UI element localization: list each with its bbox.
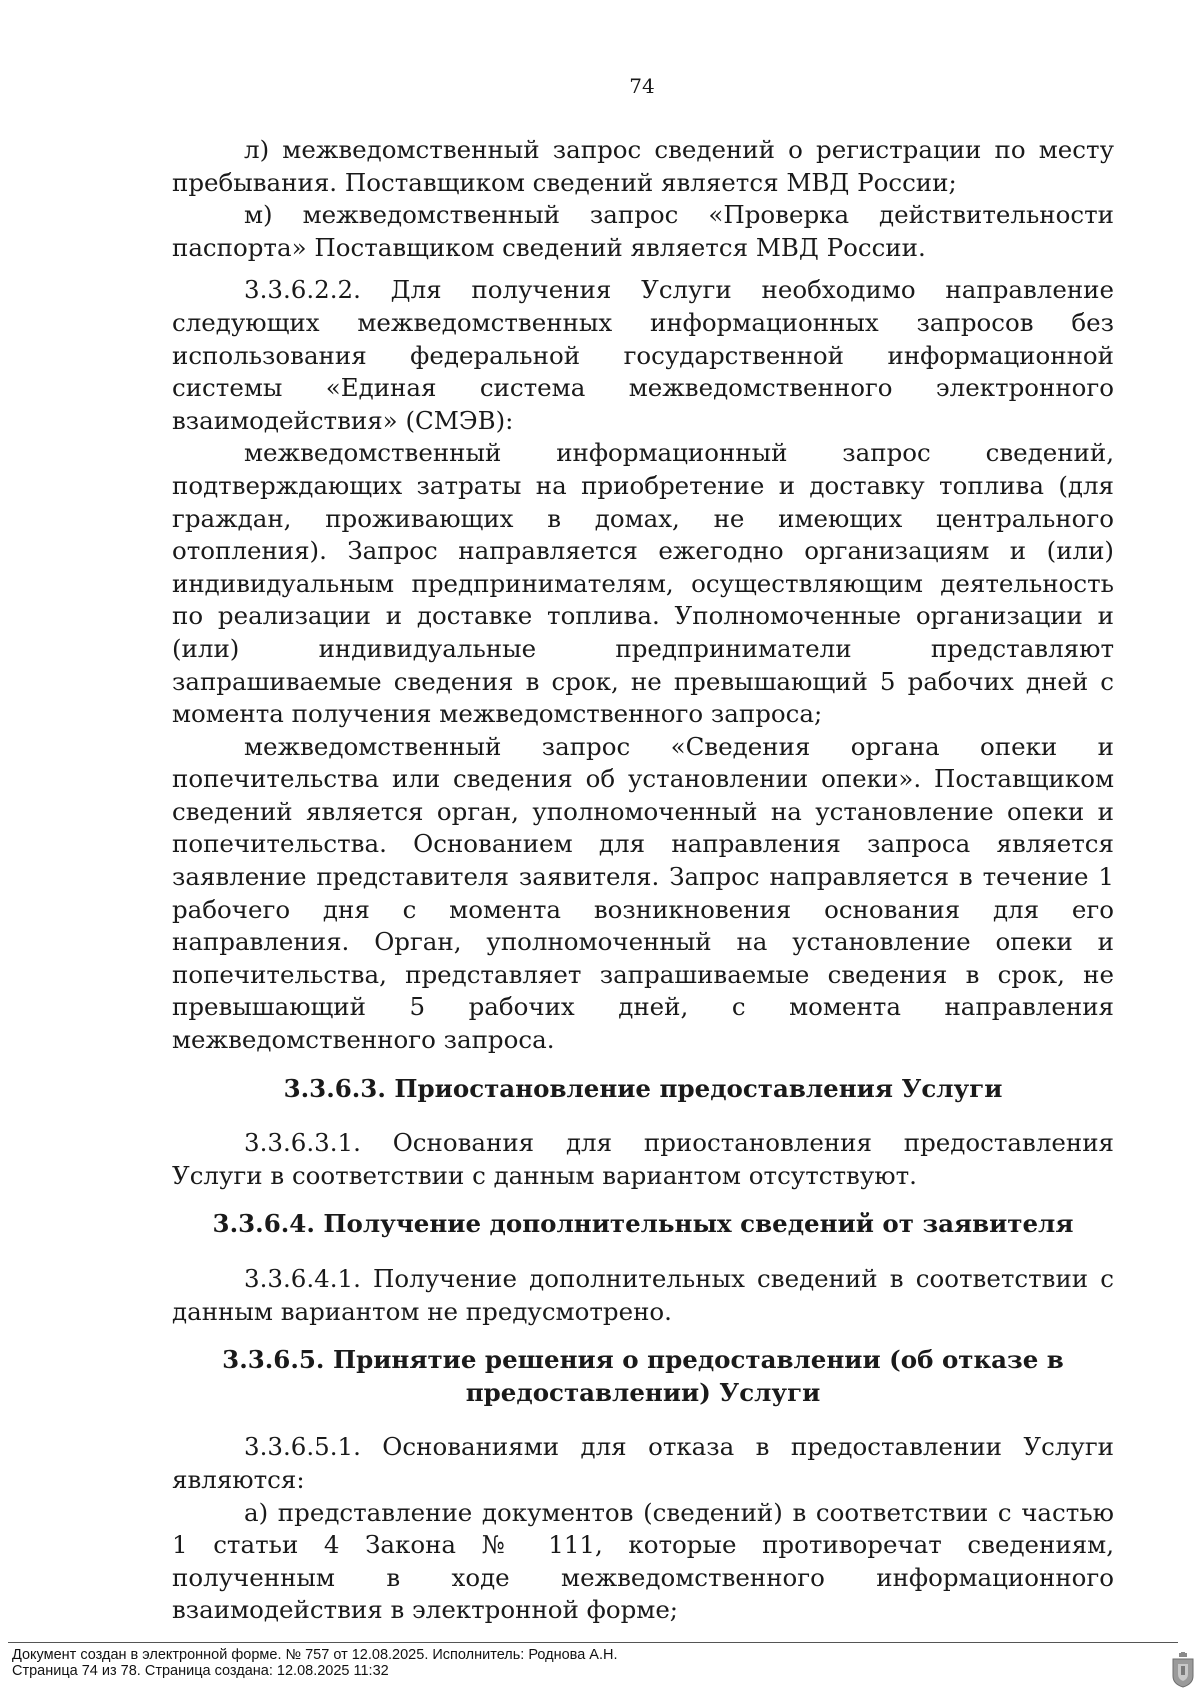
paragraph-fuel-request: межведомственный информационный запрос сведений, подтверждающих затраты на приобретение и доставку топлива (для граждан, проживающих в домах, не имеющих центрального отопления). Запрос направляется ежегодно организациям и (или) индивидуальным предпринимателям, осуществляющим деятельность по реализации и доставке топлива. Уполномоченные организации и (или) индивидуальные предприниматели представляют запрашиваемые сведения в срок, не превышающий 5 рабочих дней с момента получения межведомственного запроса;	[172, 438, 1114, 729]
paragraph-l: л) межведомственный запрос сведений о регистрации по месту пребывания. Поставщиком сведений является МВД России;	[172, 135, 1114, 197]
page-number: 74	[629, 74, 655, 98]
paragraph-3-3-6-2-2: 3.3.6.2.2. Для получения Услуги необходимо направление следующих межведомственных информационных запросов без использования федеральной государственной информационной системы «Единая система межведомственного электронного взаимодействия» (СМЭВ):	[172, 275, 1114, 435]
section-heading-3-3-6-5-line2: предоставлении) Услуги	[465, 1377, 821, 1407]
coat-of-arms-icon	[1170, 1652, 1196, 1688]
paragraph-m: м) межведомственный запрос «Проверка действительности паспорта» Поставщиком сведений является МВД России.	[172, 200, 1114, 262]
paragraph-3-3-6-5-1: 3.3.6.5.1. Основаниями для отказа в предоставлении Услуги являются:	[172, 1432, 1114, 1494]
section-heading-3-3-6-5	[172, 1344, 1114, 1409]
footer-divider	[8, 1642, 1178, 1643]
document-footer	[12, 1647, 618, 1679]
paragraph-3-3-6-3-1: 3.3.6.3.1. Основания для приостановления предоставления Услуги в соответствии с данным вариантом отсутствуют.	[172, 1128, 1114, 1190]
section-heading-3-3-6-3: 3.3.6.3. Приостановление предоставления Услуги	[283, 1073, 1003, 1103]
footer-line-2: Страница 74 из 78. Страница создана: 12.08.2025 11:32	[12, 1663, 389, 1679]
section-heading-3-3-6-5-line1: 3.3.6.5. Принятие решения о предоставлении (об отказе в	[222, 1345, 1064, 1375]
paragraph-guardianship-request: межведомственный запрос «Сведения органа опеки и попечительства или сведения об установлении опеки». Поставщиком сведений является орган, уполномоченный на установление опеки и попечительства. Основанием для направления запроса является заявление представителя заявителя. Запрос направляется в течение 1 рабочего дня с момента возникновения основания для его направления. Орган, уполномоченный на установление опеки и попечительства, представляет запрашиваемые сведения в срок, не превышающий 5 рабочих дней, с момента направления межведомственного запроса.	[172, 731, 1114, 1055]
footer-line-1: Документ создан в электронной форме. № 757 от 12.08.2025. Исполнитель: Роднова А.Н.	[12, 1647, 618, 1663]
paragraph-a: а) представление документов (сведений) в соответствии с частью 1 статьи 4 Закона № 111, которые противоречат сведениям, полученным в ходе межведомственного информационного взаимодействия в электронной форме;	[172, 1497, 1114, 1625]
section-heading-3-3-6-4: 3.3.6.4. Получение дополнительных сведений от заявителя	[212, 1209, 1074, 1239]
paragraph-3-3-6-4-1: 3.3.6.4.1. Получение дополнительных сведений в соответствии с данным вариантом не предусмотрено.	[172, 1264, 1114, 1326]
document-body	[172, 134, 1114, 1627]
